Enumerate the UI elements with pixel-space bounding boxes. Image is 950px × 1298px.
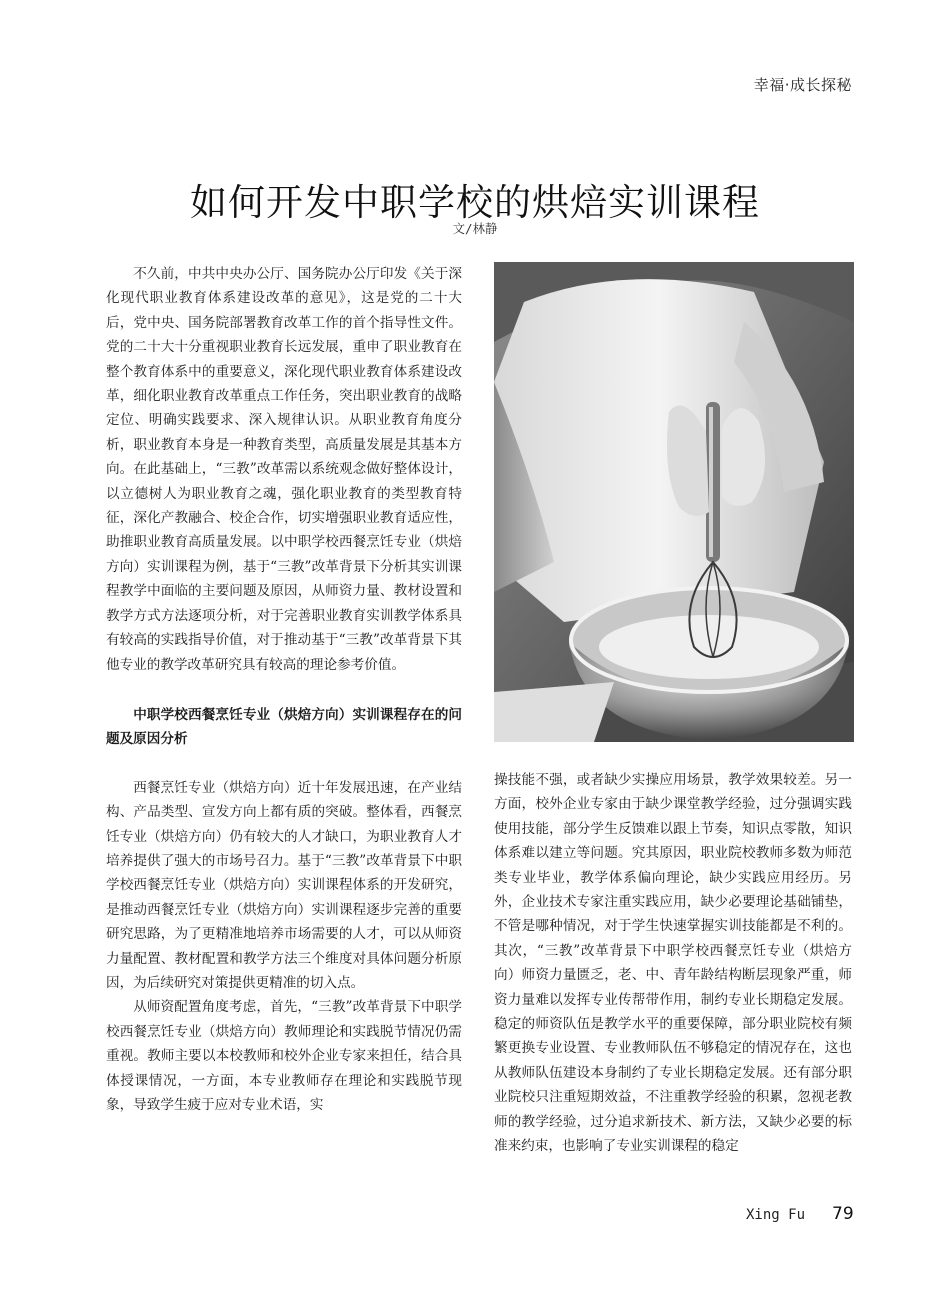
intro-paragraph: 不久前，中共中央办公厅、国务院办公厅印发《关于深化现代职业教育体系建设改革的意见》，这是党的二十大后，党中央、国务院部署教育改革工作的首个指导性文件。党的二十大十分重视职业教育长远发展，重申了职业教育在整个教育体系中的重要意义，深化现代职业教育体系建设改革，细化职业教育改革重点工作任务，突出职业教育的战略定位、明确实践要求、深入规律认识。从职业教育角度分析，职业教育本身是一种教育类型，高质量发展是其基本方向。在此基础上，“三教”改革需以系统观念做好整体设计，以立德树人为职业教育之魂，强化职业教育的类型教育特征，深化产教融合、校企合作，切实增强职业教育适应性，助推职业教育高质量发展。以中职学校西餐烹饪专业（烘焙方向）实训课程为例，基于“三教”改革背景下分析其实训课程教学中面临的主要问题及原因，从师资力量、教材设置和教学方式方法逐项分析，对于完善职业教育实训教学体系具有较高的实践指导价值，对于推动基于“三教”改革背景下其他专业的教学改革研究具有较高的理论参考价值。 — [106, 266, 462, 673]
footer-brand: Xing Fu — [746, 1207, 806, 1223]
article-title: 如何开发中职学校的烘焙实训课程 — [190, 181, 760, 224]
page-number: 79 — [832, 1204, 854, 1224]
right-column — [494, 768, 852, 1159]
section-tag: 幸福·成长探秘 — [753, 76, 852, 94]
article-photo — [494, 262, 854, 742]
article-author: 文/林静 — [452, 221, 498, 236]
left-column — [106, 262, 462, 1117]
body-paragraph-2: 西餐烹饪专业（烘焙方向）近十年发展迅速，在产业结构、产品类型、宣发方向上都有质的突破。整体看，西餐烹饪专业（烘焙方向）仍有较大的人才缺口，为职业教育人才培养提供了强大的市场号召力。基于“三教”改革背景下中职学校西餐烹饪专业（烘焙方向）实训课程体系的开发研究，是推动西餐烹饪专业（烘焙方向）实训课程逐步完善的重要研究思路，为了更精准地培养市场需要的人才，可以从师资力量配置、教材配置和教学方法三个维度对具体问题分析原因，为后续研究对策提供更精准的切入点。 — [106, 779, 462, 991]
section-heading: 中职学校西餐烹饪专业（烘焙方向）实训课程存在的问题及原因分析 — [106, 706, 462, 748]
body-paragraph-3-continued: 操技能不强，或者缺少实操应用场景，教学效果较差。另一方面，校外企业专家由于缺少课堂教学经验，过分强调实践使用技能，部分学生反馈难以跟上节奏，知识点零散，知识体系难以建立等问题。究其原因，职业院校教师多数为师范类专业毕业，教学体系偏向理论，缺少实践应用经历。另外，企业技术专家注重实践应用，缺少必要理论基础铺垫，不管是哪种情况，对于学生快速掌握实训技能都是不利的。其次，“三教”改革背景下中职学校西餐烹饪专业（烘焙方向）师资力量匮乏，老、中、青年龄结构断层现象严重，师资力量难以发挥专业传帮带作用，制约专业长期稳定发展。稳定的师资队伍是教学水平的重要保障，部分职业院校有频繁更换专业设置、专业教师队伍不够稳定的情况存在，这也从教师队伍建设本身制约了专业长期稳定发展。还有部分职业院校只注重短期效益，不注重教学经验的积累，忽视老教师的教学经验，过分追求新技术、新方法，又缺少必要的标准来约束，也影响了专业实训课程的稳定 — [494, 772, 852, 1155]
body-paragraph-3: 从师资配置角度考虑，首先，“三教”改革背景下中职学校西餐烹饪专业（烘焙方向）教师理论和实践脱节情况仍需重视。教师主要以本校教师和校外企业专家来担任，结合具体授课情况，一方面，本专业教师存在理论和实践脱节现象，导致学生疲于应对专业术语，实 — [106, 999, 462, 1113]
